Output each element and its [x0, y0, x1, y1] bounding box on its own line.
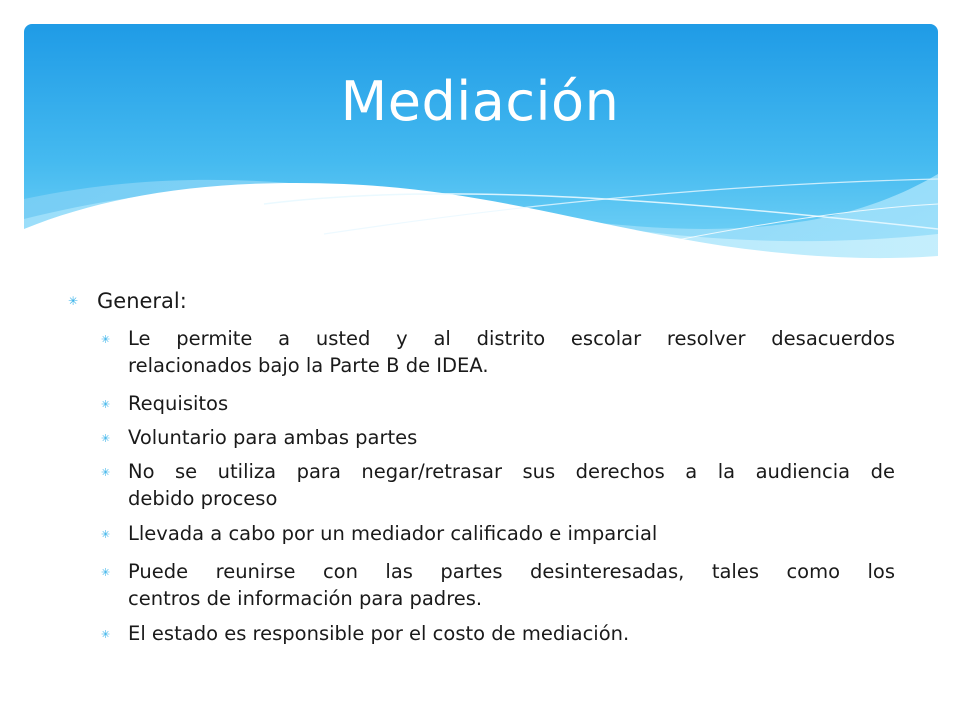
- bullet-text-line: debido proceso: [128, 487, 278, 510]
- star-bullet-icon: ✳: [101, 398, 111, 411]
- star-bullet-icon: ✳: [101, 466, 111, 479]
- bullet-item: [101, 520, 895, 547]
- bullet-text-line: Le permite a usted y al distrito escolar resolver desacuerdos: [128, 327, 895, 350]
- bullet-item: [101, 458, 895, 512]
- star-bullet-icon: ✳: [101, 566, 111, 579]
- bullet-item: [101, 390, 895, 417]
- bullet-level1-general: [68, 287, 187, 315]
- star-bullet-icon: ✳: [101, 333, 111, 346]
- bullet-text-line: Requisitos: [128, 392, 229, 415]
- bullet-item: [101, 620, 895, 647]
- bullet-text-line: Llevada a cabo por un mediador calificado e imparcial: [128, 522, 658, 545]
- bullet-item: [101, 325, 895, 379]
- bullet-text-line: relacionados bajo la Parte B de IDEA.: [128, 354, 489, 377]
- bullet-text: General:: [97, 289, 187, 313]
- star-bullet-icon: ✳: [68, 294, 79, 308]
- star-bullet-icon: ✳: [101, 628, 111, 641]
- star-bullet-icon: ✳: [101, 432, 111, 445]
- bullet-text-line: Puede reunirse con las partes desinteresadas, tales como los: [128, 560, 895, 583]
- star-bullet-icon: ✳: [101, 528, 111, 541]
- slide-title: Mediación: [340, 70, 620, 133]
- bullet-item: [101, 424, 895, 451]
- bullet-text-line: El estado es responsible por el costo de mediación.: [128, 622, 630, 645]
- bullet-text-line: Voluntario para ambas partes: [128, 426, 418, 449]
- bullet-text-line: No se utiliza para negar/retrasar sus derechos a la audiencia de: [128, 460, 895, 483]
- bullet-item: [101, 558, 895, 612]
- bullet-text-line: centros de información para padres.: [128, 587, 483, 610]
